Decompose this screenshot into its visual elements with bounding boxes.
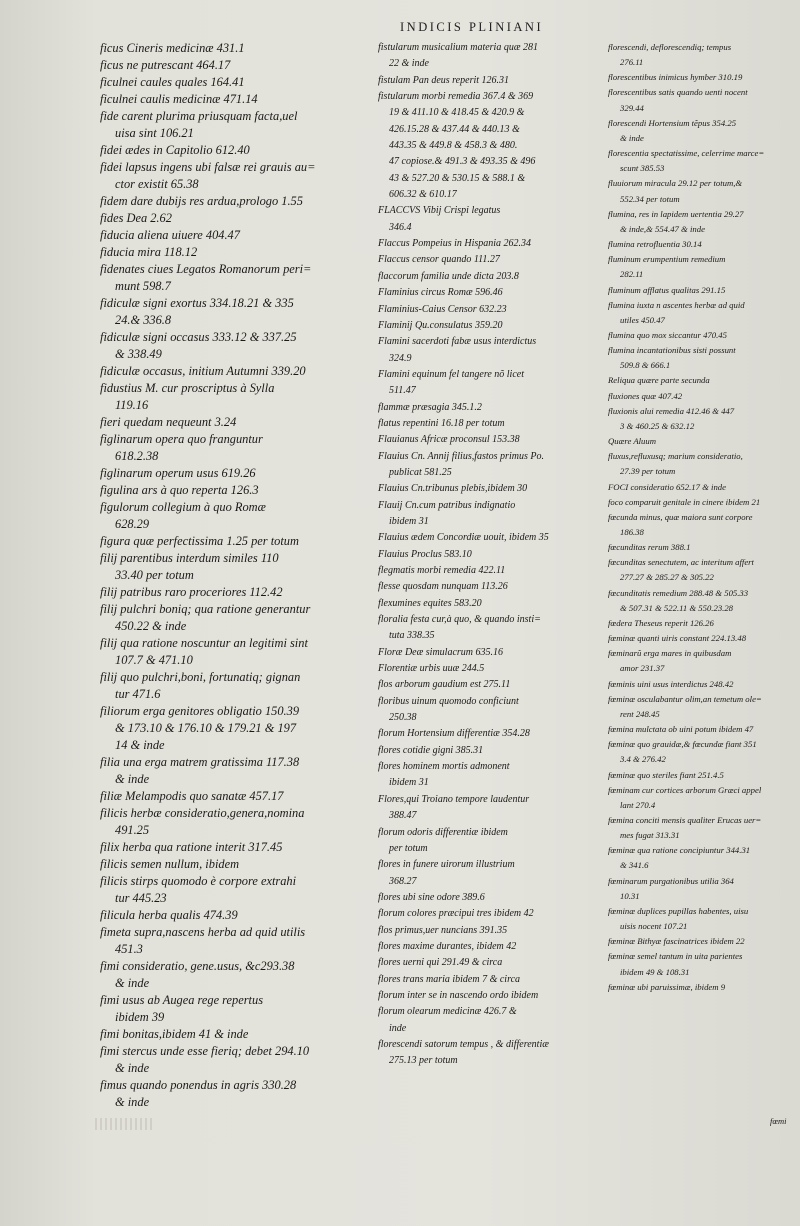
index-entry: figulina ars à quo reperta 126.3 <box>100 483 259 497</box>
index-entry: flaccorum familia unde dicta 203.8 <box>378 270 519 282</box>
index-entry-continuation: 606.32 & 610.17 <box>389 189 457 201</box>
index-entry: fœminis uini usus interdictus 248.42 <box>608 678 734 689</box>
ink-smudge <box>95 1118 155 1130</box>
index-entry: fimi usus ab Augea rege repertus <box>100 993 264 1007</box>
index-entry: flumina, res in lapidem uertentia 29.27 <box>608 208 744 219</box>
index-entry: foco comparuit genitale in cinere ibidem 21 <box>608 496 761 507</box>
index-entry-continuation: ctor existit 65.38 <box>115 177 199 191</box>
index-entry-continuation: uisis nocent 107.21 <box>620 921 688 932</box>
index-entry: fœminæ qua ratione concipiuntur 344.31 <box>608 845 751 856</box>
index-entry-continuation: 19 & 411.10 & 418.45 & 420.9 & <box>389 107 525 119</box>
index-entry-continuation: & inde,& 554.47 & inde <box>620 223 705 234</box>
index-entry-continuation: & 341.6 <box>620 860 649 871</box>
index-entry: florescentia spectatissime, celerrime marce= <box>608 148 765 159</box>
index-entry-continuation: mes fugat 313.31 <box>620 830 680 841</box>
index-entry: fidiculæ signi occasus 333.12 & 337.25 <box>100 330 297 344</box>
index-entry: flexumines equites 583.20 <box>378 597 482 609</box>
index-entry-continuation: & inde <box>115 976 150 990</box>
index-entry: figura quæ perfectissima 1.25 per totum <box>100 534 299 548</box>
index-column-2 <box>378 40 598 1070</box>
index-entry: filicula herba qualis 474.39 <box>100 908 238 922</box>
index-entry: Flamini sacerdoti fabæ usus interdictus <box>378 336 537 348</box>
index-entry-continuation: 43 & 527.20 & 530.15 & 588.1 & <box>389 172 526 184</box>
index-entry: floribus uinum quomodo conficiunt <box>378 695 519 707</box>
index-entry-continuation: utiles 450.47 <box>620 314 665 325</box>
index-entry: fidem dare dubijs res ardua,prologo 1.55 <box>100 194 303 208</box>
index-entry-continuation: tur 445.23 <box>115 891 167 905</box>
index-entry-continuation: 346.4 <box>389 221 412 233</box>
index-entry-continuation: 3.4 & 276.42 <box>620 754 666 765</box>
index-entry-continuation: 33.40 per totum <box>115 568 194 582</box>
index-entry-continuation: 14 & inde <box>115 738 165 752</box>
index-entry-continuation: ibidem 31 <box>389 777 429 789</box>
index-entry: fidei lapsus ingens ubi falsæ rei grauis au= <box>100 160 316 174</box>
index-entry: fœcunditas senectutem, ac interitum affert <box>608 557 754 568</box>
index-entry-continuation: scunt 385.53 <box>620 163 665 174</box>
index-entry: fluxiones quæ 407.42 <box>608 390 683 401</box>
index-entry: fœdera Theseus reperit 126.26 <box>608 617 714 628</box>
index-entry: filicis stirps quomodo è corpore extrahi <box>100 874 297 888</box>
index-entry-continuation: 618.2.38 <box>115 449 159 463</box>
index-entry: fimeta supra,nascens herba ad quid utilis <box>100 925 306 939</box>
index-entry-continuation: & 173.10 & 176.10 & 179.21 & 197 <box>115 721 297 735</box>
index-entry: filij qua ratione noscuntur an legitimi sint <box>100 636 308 650</box>
index-entry: fœminæ quo grauidæ,& fœcundæ fiant 351 <box>608 739 757 750</box>
index-entry: Florentiæ urbis uuæ 244.5 <box>378 663 485 675</box>
index-entry: fidustius M. cur proscriptus à Sylla <box>100 381 275 395</box>
index-entry: fimi consideratio, gene.usus, &c293.38 <box>100 959 295 973</box>
index-entry: fiducia aliena uiuere 404.47 <box>100 228 240 242</box>
index-entry-continuation: 276.11 <box>620 57 644 68</box>
index-entry-continuation: 24.& 336.8 <box>115 313 172 327</box>
index-entry: figlinarum operum usus 619.26 <box>100 466 256 480</box>
index-entry-continuation: 450.22 & inde <box>115 619 187 633</box>
index-entry: fide carent plurima priusquam facta,uel <box>100 109 298 123</box>
index-entry-continuation: ibidem 31 <box>389 515 429 527</box>
index-entry: flumina iuxta n ascentes herbæ ad quid <box>608 299 745 310</box>
index-entry: filicis semen nullum, ibidem <box>100 857 240 871</box>
index-entry: Flauianus Africæ proconsul 153.38 <box>378 434 520 446</box>
index-entry: flores trans maria ibidem 7 & circa <box>378 973 521 985</box>
index-entry-continuation: 3 & 460.25 & 632.12 <box>620 420 695 431</box>
index-entry-continuation: 491.25 <box>115 823 150 837</box>
index-entry: flumina retrofluentia 30.14 <box>608 239 702 250</box>
index-entry-continuation: uisa sint 106.21 <box>115 126 194 140</box>
index-entry: fimus quando ponendus in agris 330.28 <box>100 1078 297 1092</box>
index-entry: Flamini equinum fel tangere nõ licet <box>378 368 524 380</box>
index-entry: Flauij Cn.cum patribus indignatio <box>378 499 516 511</box>
index-entry: fœminæ duplices pupillas habentes, uisu <box>608 905 749 916</box>
index-entry: fistularum musicalium materia quæ 281 <box>378 42 539 53</box>
index-entry-continuation: ibidem 49 & 108.31 <box>620 966 690 977</box>
index-entry: fluxionis alui remedia 412.46 & 447 <box>608 405 735 416</box>
index-entry: Flaminius circus Romæ 596.46 <box>378 287 503 299</box>
index-entry-continuation: 552.34 per totum <box>620 193 680 204</box>
index-entry: fieri quedam nequeunt 3.24 <box>100 415 237 429</box>
index-column-1 <box>100 40 370 1111</box>
index-entry: fœminæ Bithyæ fascinatrices ibidem 22 <box>608 936 745 947</box>
index-entry-continuation: 107.7 & 471.10 <box>115 653 193 667</box>
index-entry-continuation: & 338.49 <box>115 347 162 361</box>
index-entry-continuation: per totum <box>389 842 428 854</box>
index-entry: Flauius Cn.tribunus plebis,ibidem 30 <box>378 483 528 495</box>
index-entry-continuation: 119.16 <box>115 398 149 412</box>
index-entry: Flaminius-Caius Censor 632.23 <box>378 303 507 315</box>
index-entry-continuation: munt 598.7 <box>115 279 171 293</box>
index-entry: flammæ præsagia 345.1.2 <box>378 401 482 413</box>
index-entry: fœminæ ubi paruissimæ, ibidem 9 <box>608 981 726 992</box>
index-entry: floralia festa cur,à quo, & quando insti= <box>378 614 541 626</box>
index-entry: fistularum morbi remedia 367.4 & 369 <box>378 91 534 103</box>
index-entry: Reliqua quære parte secunda <box>608 375 710 386</box>
index-entry: flatus repentini 16.18 per totum <box>378 417 505 429</box>
index-entry: Quære Aluum <box>608 436 657 447</box>
index-entry-continuation: inde <box>389 1022 407 1034</box>
index-entry-continuation: 426.15.28 & 437.44 & 440.13 & <box>389 123 520 135</box>
index-entry: filicis herbæ consideratio,genera,nomina <box>100 806 305 820</box>
index-entry: flores hominem mortis admonent <box>378 761 510 773</box>
index-entry-continuation: 47 copiose.& 491.3 & 493.35 & 496 <box>389 156 536 168</box>
index-entry-continuation: lant 270.4 <box>620 799 656 810</box>
index-entry: fœminam cur cortices arborum Græci appel <box>608 784 762 795</box>
index-entry: fœminarũ erga mares in quibusdam <box>608 648 732 659</box>
index-entry: Flaminij Qu.consulatus 359.20 <box>378 319 503 331</box>
index-entry: filij patribus raro proceriores 112.42 <box>100 585 283 599</box>
index-entry: fidiculæ signi exortus 334.18.21 & 335 <box>100 296 294 310</box>
index-entry: ficulnei caulis medicinæ 471.14 <box>100 92 258 106</box>
index-entry: fœminarum purgationibus utilia 364 <box>608 875 734 886</box>
index-entry: FLACCVS Vibij Crispi legatus <box>378 205 501 217</box>
index-entry: ficus Cineris medicinæ 431.1 <box>100 41 245 55</box>
index-entry-continuation: tuta 338.35 <box>389 630 435 642</box>
index-entry-continuation: 368.27 <box>389 875 417 887</box>
index-entry: Flores,qui Troiano tempore laudentur <box>378 793 530 805</box>
index-entry: fluminum erumpentium remedium <box>608 254 726 265</box>
index-entry-continuation: 511.47 <box>389 385 416 397</box>
index-entry: fœcunditatis remedium 288.48 & 505.33 <box>608 587 749 598</box>
index-entry-continuation: 275.13 per totum <box>389 1055 458 1067</box>
index-entry: florum odoris differentiæ ibidem <box>378 826 508 838</box>
index-entry: FOCI consideratio 652.17 & inde <box>608 481 726 492</box>
index-column-3 <box>608 40 792 995</box>
index-entry-continuation: 282.11 <box>620 269 644 280</box>
index-entry: florum Hortensium differentiæ 354.28 <box>378 728 530 740</box>
index-entry: fœminæ semel tantum in uita parientes <box>608 951 743 962</box>
index-entry-continuation: rent 248.45 <box>620 708 660 719</box>
index-entry-continuation: 22 & inde <box>389 58 429 70</box>
index-entry: fœcunditas rerum 388.1 <box>608 542 691 553</box>
index-entry: flores in funere uirorum illustrium <box>378 859 515 871</box>
index-entry: filiorum erga genitores obligatio 150.39 <box>100 704 300 718</box>
index-entry: filia una erga matrem gratissima 117.38 <box>100 755 300 769</box>
index-entry: fœmina mulctata ob uini potum ibidem 47 <box>608 724 754 735</box>
index-entry: Flauius Proclus 583.10 <box>378 548 472 560</box>
index-entry-continuation: & inde <box>115 1061 150 1075</box>
index-entry-continuation: 443.35 & 449.8 & 458.3 & 480. <box>389 140 518 152</box>
index-entry: flumina quo mox siccantur 470.45 <box>608 329 727 340</box>
index-entry: fluuiorum miracula 29.12 per totum,& <box>608 178 743 189</box>
index-entry: florum colores præcipui tres ibidem 42 <box>378 908 534 920</box>
index-entry: florescendi satorum tempus , & differentiæ <box>378 1038 549 1050</box>
index-entry-continuation: 277.27 & 285.27 & 305.22 <box>620 572 714 583</box>
index-entry: Flauius Cn. Annij filius,fastos primus Po. <box>378 450 544 462</box>
index-entry-continuation: & inde <box>115 772 150 786</box>
index-entry: fiducia mira 118.12 <box>100 245 198 259</box>
index-entry-continuation: 250.38 <box>389 712 417 724</box>
index-entry: ficus ne putrescant 464.17 <box>100 58 231 72</box>
index-entry: florescendi, deflorescendiq; tempus <box>608 42 732 52</box>
index-entry: filix herba qua ratione interit 317.45 <box>100 840 283 854</box>
index-entry: fluminum afflatus qualitas 291.15 <box>608 284 726 295</box>
index-entry: fœminæ osculabantur olim,an temetum ole= <box>608 693 762 704</box>
index-entry: Flaccus censor quando 111.27 <box>378 254 500 266</box>
index-entry: figulorum collegium à quo Romæ <box>100 500 266 514</box>
index-entry-continuation: amor 231.37 <box>620 663 665 674</box>
index-entry-continuation: ibidem 39 <box>115 1010 165 1024</box>
index-entry-continuation: 324.9 <box>389 352 412 364</box>
index-entry: Flaccus Pompeius in Hispania 262.34 <box>378 238 532 250</box>
index-entry-continuation: 451.3 <box>115 942 143 956</box>
index-entry: fidei ædes in Capitolio 612.40 <box>100 143 250 157</box>
index-entry: fidenates ciues Legatos Romanorum peri= <box>100 262 312 276</box>
index-entry: fœminæ quanti uiris constant 224.13.48 <box>608 633 747 644</box>
index-entry: flumina incantationibus sisti possunt <box>608 345 736 356</box>
index-entry: fœcunda minus, quæ maiora sunt corpore <box>608 511 753 522</box>
index-entry: ficulnei caules quales 164.41 <box>100 75 245 89</box>
index-entry: fides Dea 2.62 <box>100 211 172 225</box>
index-entry: flores cotidie gigni 385.31 <box>378 744 484 756</box>
index-entry: flores uerni qui 291.49 & circa <box>378 957 503 969</box>
index-entry: flores ubi sine odore 389.6 <box>378 891 485 903</box>
catchword: fœmi <box>770 1116 787 1126</box>
index-entry: figlinarum opera quo franguntur <box>100 432 263 446</box>
index-entry: florum olearum medicinæ 426.7 & <box>378 1006 517 1018</box>
index-entry-continuation: & inde <box>620 132 644 143</box>
index-entry-continuation: publicat 581.25 <box>389 466 452 478</box>
index-entry-continuation: 329.44 <box>620 102 644 113</box>
index-entry-continuation: 10.31 <box>620 890 640 901</box>
index-entry: fluxus,refluxusq; marium consideratio, <box>608 451 743 462</box>
index-entry: flegmatis morbi remedia 422.11 <box>378 565 506 576</box>
index-entry: flores maxime durantes, ibidem 42 <box>378 940 517 952</box>
index-entry: florescendi Hortensium tẽpus 354.25 <box>608 117 737 128</box>
index-entry: fœmina conciti mensis qualiter Erucas uer= <box>608 814 762 825</box>
index-entry-continuation: 186.38 <box>620 527 644 537</box>
index-entry: filij pulchri boniq; qua ratione generantur <box>100 602 311 616</box>
index-entry: fœminæ quo steriles fiant 251.4.5 <box>608 769 724 780</box>
index-entry: fimi stercus unde esse fieriq; debet 294.10 <box>100 1044 310 1058</box>
index-entry: Flauius ædem Concordiæ uouit, ibidem 35 <box>378 532 549 544</box>
index-entry: filiæ Melampodis quo sanatæ 457.17 <box>100 789 284 803</box>
index-entry-continuation: 509.8 & 666.1 <box>620 360 671 371</box>
index-entry: fistulam Pan deus reperit 126.31 <box>378 74 510 86</box>
index-entry: filij quo pulchri,boni, fortunatiq; gignan <box>100 670 301 684</box>
index-entry-continuation: tur 471.6 <box>115 687 161 701</box>
running-header: INDICIS PLINIANI <box>400 20 544 34</box>
index-entry: flos arborum gaudium est 275.11 <box>378 679 511 691</box>
index-entry-continuation: & 507.31 & 522.11 & 550.23.28 <box>620 602 734 613</box>
index-entry-continuation: & inde <box>115 1095 150 1109</box>
index-entry-continuation: 388.47 <box>389 810 417 822</box>
index-entry-continuation: 27.39 per totum <box>620 466 676 477</box>
index-entry: filij parentibus interdum similes 110 <box>100 551 279 565</box>
index-entry: fidiculæ occasus, initium Autumni 339.20 <box>100 364 306 378</box>
index-entry: flesse quosdam nunquam 113.26 <box>378 581 508 593</box>
index-entry: florum inter se in nascendo ordo ibidem <box>378 989 539 1001</box>
index-entry: florescentibus satis quando uenti nocent <box>608 87 748 98</box>
index-entry-continuation: 628.29 <box>115 517 150 531</box>
index-entry: Floræ Deæ simulacrum 635.16 <box>378 646 503 658</box>
index-entry: fimi bonitas,ibidem 41 & inde <box>100 1027 249 1041</box>
index-entry: florescentibus inimicus hymber 310.19 <box>608 72 743 83</box>
index-entry: flos primus,uer nuncians 391.35 <box>378 924 508 936</box>
